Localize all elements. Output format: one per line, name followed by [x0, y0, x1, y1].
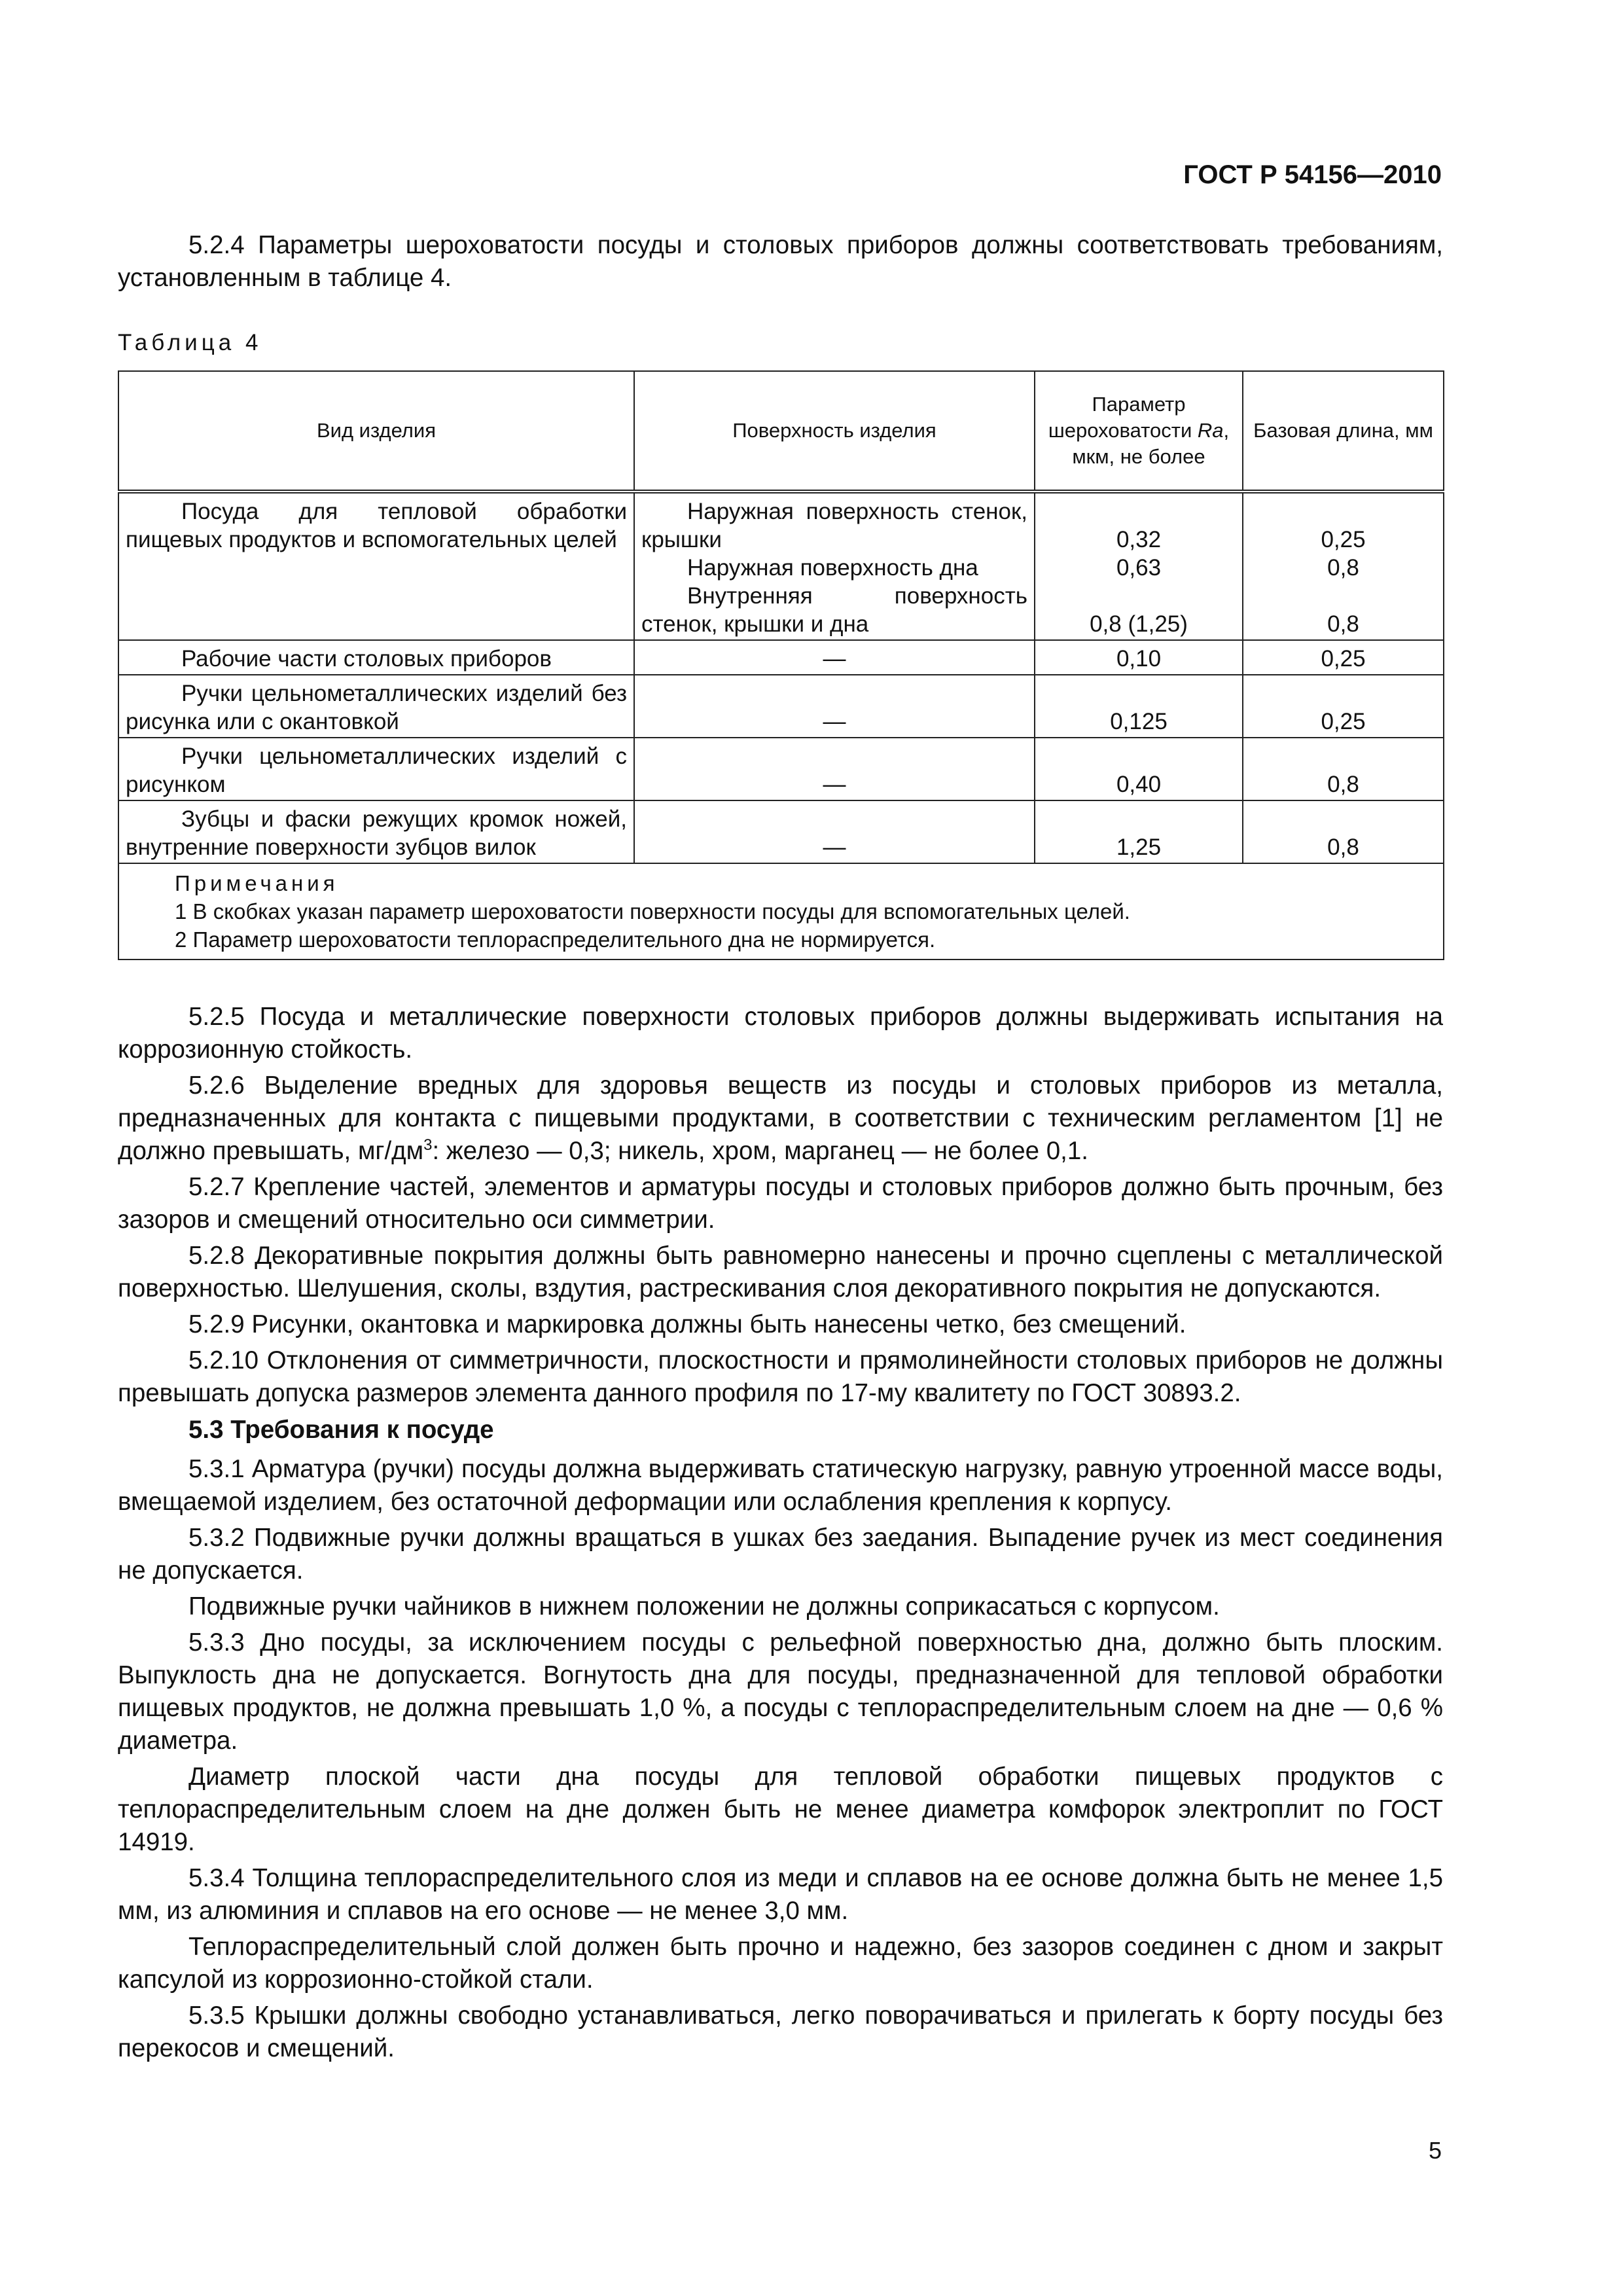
paragraph-5-2-4: 5.2.4 Параметры шероховатости посуды и столовых приборов должны соответствовать требованиям, установленным в таблице 4.	[118, 231, 1443, 292]
cell-ra	[1035, 492, 1243, 640]
cell-item: Ручки цельнометаллических изделий без рисунка или с окантовкой	[118, 675, 634, 738]
table-notes-row	[118, 863, 1444, 960]
paragraph-5-3-3-b: Диаметр плоской части дна посуды для тепловой обработки пищевых продуктов с теплораспределительным слоем на дне должен быть не менее диаметра комфорок электроплит по ГОСТ 14919.	[118, 1763, 1443, 1856]
page-number: 5	[1428, 2137, 1442, 2164]
cell-base-length: 0,25	[1243, 640, 1444, 675]
note-1: 1 В скобках указан параметр шероховатости поверхности посуды для вспомогательных целей.	[175, 899, 1130, 924]
base-value-1: 0,25	[1321, 527, 1366, 552]
cell-ra: 0,125	[1035, 675, 1243, 738]
paragraph-5-2-8: 5.2.8 Декоративные покрытия должны быть равномерно нанесены и прочно сцеплены с металлической поверхностью. Шелушения, сколы, вздутия, растрескивания слоя декоративного покрытия не допускаются.	[118, 1242, 1443, 1302]
paragraph-5-2-5: 5.2.5 Посуда и металлические поверхности столовых приборов должны выдерживать испытания на коррозионную стойкость.	[118, 1003, 1443, 1064]
table-row	[118, 675, 1444, 738]
cell-base-length: 0,8	[1243, 800, 1444, 863]
section-heading-5-3: 5.3 Требования к посуде	[188, 1416, 494, 1444]
standard-code: ГОСТ Р 54156—2010	[1183, 160, 1442, 189]
header-ra-prefix: Параметр шероховатости	[1048, 393, 1198, 442]
ra-value-2: 0,63	[1116, 555, 1162, 581]
cell-surface: —	[634, 640, 1035, 675]
paragraph-5-3-4: 5.3.4 Толщина теплораспределительного слоя из меди и сплавов на ее основе должна быть не менее 1,5 мм, из алюминия и сплавов на его основе — не менее 3,0 мм.	[118, 1864, 1443, 1925]
surface-line-3: Внутренняя поверхность стенок, крышки и дна	[641, 583, 1027, 637]
header-base-length: Базовая длина, мм	[1243, 371, 1444, 492]
paragraph-5-2-10: 5.2.10 Отклонения от симметричности, плоскостности и прямолинейности столовых приборов не должны превышать допуска размеров элемента данного профиля по 17-му квалитету по ГОСТ 30893.2.	[118, 1346, 1443, 1407]
cell-surface	[634, 492, 1035, 640]
paragraph-5-3-2: 5.3.2 Подвижные ручки должны вращаться в ушках без заедания. Выпадение ручек из мест соединения не допускается.	[118, 1524, 1443, 1585]
cell-base-length: 0,25	[1243, 675, 1444, 738]
roughness-table	[118, 370, 1444, 960]
cell-surface: —	[634, 738, 1035, 800]
cell-ra: 0,10	[1035, 640, 1243, 675]
surface-line-2: Наружная поверхность дна	[687, 555, 978, 581]
paragraph-5-3-1: 5.3.1 Арматура (ручки) посуды должна выдерживать статическую нагрузку, равную утроенной массе воды, вмещаемой изделием, без остаточной деформации или ослабления крепления к корпусу.	[118, 1455, 1443, 1516]
table-header-row	[118, 371, 1444, 492]
table-row	[118, 492, 1444, 640]
notes-title: Примечания	[175, 871, 339, 895]
ra-value-3: 0,8 (1,25)	[1090, 611, 1188, 637]
p-5-2-6-superscript: 3	[423, 1136, 433, 1155]
p-5-2-6-text: 5.2.6 Выделение вредных для здоровья веществ из посуды и столовых приборов из металла, предназначенных для контакта с пищевыми продуктами, в соответствии с техническим регламентом [1] не должно превышать, мг/дм	[118, 1071, 1443, 1165]
base-value-3: 0,8	[1327, 611, 1359, 637]
note-2: 2 Параметр шероховатости теплораспределительного дна не нормируется.	[175, 927, 936, 952]
paragraph-5-3-4-b: Теплораспределительный слой должен быть прочно и надежно, без зазоров соединен с дном и закрыт капсулой из коррозионно-стойкой стали.	[118, 1933, 1443, 1994]
table-row	[118, 640, 1444, 675]
cell-item: Рабочие части столовых приборов	[118, 640, 634, 675]
cell-item: Зубцы и фаски режущих кромок ножей, внутренние поверхности зубцов вилок	[118, 800, 634, 863]
cell-item: Посуда для тепловой обработки пищевых продуктов и вспомогательных целей	[118, 492, 634, 640]
table-row	[118, 738, 1444, 800]
header-ra-suffix: , мкм, не более	[1072, 419, 1230, 468]
header-ra-symbol: Ra	[1197, 419, 1224, 442]
cell-surface: —	[634, 675, 1035, 738]
surface-line-1: Наружная поверхность стенок, крышки	[641, 499, 1027, 552]
paragraph-5-2-7: 5.2.7 Крепление частей, элементов и арматуры посуды и столовых приборов должно быть прочным, без зазоров и смещений относительно оси симметрии.	[118, 1173, 1443, 1234]
paragraph-5-3-5: 5.3.5 Крышки должны свободно устанавливаться, легко поворачиваться и прилегать к борту посуды без перекосов и смещений.	[118, 2001, 1443, 2062]
paragraph-5-2-6	[118, 1069, 1443, 1168]
header-item-type: Вид изделия	[118, 371, 634, 492]
paragraph-5-3-3: 5.3.3 Дно посуды, за исключением посуды с рельефной поверхностью дна, должно быть плоским. Выпуклость дна не допускается. Вогнутость дна для посуды, предназначенной для тепловой обработки пищевых продуктов, не должна превышать 1,0 %, а посуды с теплораспределительным слоем на дне — 0,6 % диаметра.	[118, 1628, 1443, 1755]
ra-value-1: 0,32	[1116, 527, 1162, 552]
table-caption: Таблица 4	[118, 330, 262, 355]
table-notes	[118, 863, 1444, 960]
requirements-section	[118, 1001, 1443, 2065]
cell-surface: —	[634, 800, 1035, 863]
cell-ra: 0,40	[1035, 738, 1243, 800]
cell-ra: 1,25	[1035, 800, 1243, 863]
header-surface: Поверхность изделия	[634, 371, 1035, 492]
paragraph-5-2-9: 5.2.9 Рисунки, окантовка и маркировка должны быть нанесены четко, без смещений.	[188, 1310, 1186, 1338]
header-roughness-ra	[1035, 371, 1243, 492]
document-body	[118, 229, 1443, 2065]
cell-base-length	[1243, 492, 1444, 640]
cell-base-length: 0,8	[1243, 738, 1444, 800]
paragraph-5-3-2-b: Подвижные ручки чайников в нижнем положении не должны соприкасаться с корпусом.	[188, 1592, 1220, 1621]
cell-item: Ручки цельнометаллических изделий с рисунком	[118, 738, 634, 800]
table-row	[118, 800, 1444, 863]
p-5-2-6-values: : железо — 0,3; никель, хром, марганец — не более 0,1.	[432, 1137, 1088, 1165]
base-value-2: 0,8	[1327, 555, 1359, 581]
